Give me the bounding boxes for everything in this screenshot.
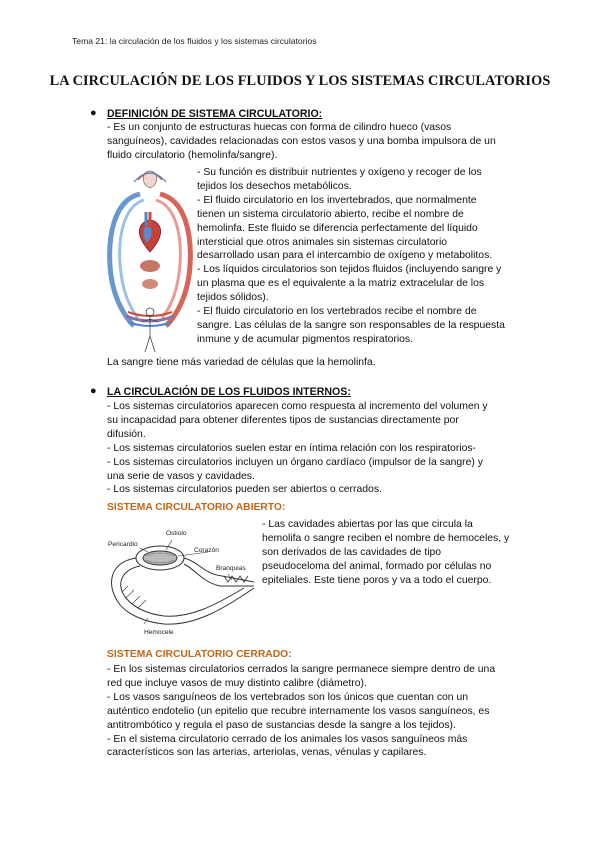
text-line: intersticial que otros animales sin sistemas circulatorio [197, 236, 448, 248]
open-system-figure [104, 518, 260, 636]
section1-intro [107, 121, 547, 163]
text-line: - El fluido circulatorio en los invertebrados, que normalmente [197, 194, 477, 206]
text-line: tejidos los desechos metabólicos. [197, 180, 352, 192]
text-line: hemolinfa. Este fluido se diferencia perfectamente del líquido [197, 222, 478, 234]
text-line: - Los sistemas circulatorios incluyen un órgano cardíaco (impulsor de la sangre) y [107, 456, 483, 468]
text-line: - Es un conjunto de estructuras huecas con forma de cilindro hueco (vasos [107, 122, 452, 133]
label-corazon: Corazón [194, 547, 219, 554]
text-line: sangre. Las células de la sangre son responsables de la respuesta [197, 319, 505, 331]
section1-closing [107, 356, 376, 370]
text-line: red que incluye vasos de muy distinto calibre (diámetro). [107, 677, 367, 689]
closed-system-heading: SISTEMA CIRCULATORIO CERRADO: [107, 649, 292, 660]
open-system-text [262, 518, 552, 588]
bullet-1: ● [90, 107, 97, 119]
label-hemocele: Hemocele [144, 629, 174, 636]
text-line: son derivados de las cavidades de tipo [262, 546, 442, 558]
open-system-heading: SISTEMA CIRCULATORIO ABIERTO: [107, 502, 286, 513]
text-line: desarrollado usan para el intercambio de oxígeno y metabolitos. [197, 250, 493, 262]
text-line: fluido circulatorio (hemolinfa/sangre). [107, 149, 278, 161]
text-line: tienen un sistema circulatorio abierto, recibe el nombre de [197, 208, 464, 220]
text-line: - Los líquidos circulatorios son tejidos fluidos (incluyendo sangre y [197, 264, 502, 276]
text-line: - Los sistemas circulatorios aparecen como respuesta al incremento del volumen y [107, 401, 488, 412]
text-line: - Los sistemas circulatorios pueden ser abiertos o cerrados. [107, 484, 382, 496]
text-line: - Su función es distribuir nutrientes y oxígeno y recoger de los [197, 167, 482, 178]
text-line: característicos son las arterias, arteriolas, venas, vénulas y capilares. [107, 747, 427, 759]
section1-side-text [197, 166, 547, 347]
text-line: - El fluido circulatorio en los vertebrados recibe el nombre de [197, 306, 477, 318]
text-line: - En los sistemas circulatorios cerrados la sangre permanece siempre dentro de una [107, 664, 496, 675]
section2-text [107, 400, 547, 497]
human-circulation-figure [104, 166, 196, 356]
page-title: LA CIRCULACIÓN DE LOS FLUIDOS Y LOS SISTEMAS CIRCULATORIOS [49, 73, 551, 89]
text-line: tejidos sólidos). [197, 292, 269, 304]
bullet-2: ● [90, 385, 97, 397]
text-line: - Los vasos sanguíneos de los vertebrados son los únicos que cuentan con un [107, 691, 469, 703]
text-line: - Los sistemas circulatorios suelen estar en íntima relación con los respiratorios- [107, 442, 477, 454]
label-branquias: Branquias [216, 565, 246, 572]
closed-system-text [107, 663, 552, 760]
text-line: su incapacidad para obtener diferentes tipos de sustancias directamente por [107, 414, 459, 426]
text-line: difusión. [107, 428, 146, 440]
text-line: - En el sistema circulatorio cerrado de los animales los vasos sanguíneos más [107, 733, 468, 745]
section2-heading: LA CIRCULACIÓN DE LOS FLUIDOS INTERNOS: [107, 386, 351, 398]
text-line: - Las cavidades abiertas por las que circula la [262, 519, 473, 530]
text-line: epiteliales. Este tiene poros y va a todo el cuerpo. [262, 574, 492, 586]
text-line: pseudoceloma del animal, formado por células no [262, 560, 492, 572]
text-line: un plasma que es el equivalente a la matriz extracelular de los [197, 278, 485, 290]
text-line: una serie de vasos y cavidades. [107, 470, 255, 482]
text-line: auténtico endotelio (un epitelio que recubre internamente los vasos sanguíneos, es [107, 705, 490, 717]
label-pericardio: Pericardio [108, 541, 138, 548]
text-line: antitrombótico y regula el paso de sustancias desde la sangre a los tejidos). [107, 719, 456, 731]
section1-heading: DEFINICIÓN DE SISTEMA CIRCULATORIO: [107, 108, 323, 120]
text-line: sanguíneos), cavidades relacionadas con estos vasos y una bomba impulsora de un [107, 135, 496, 147]
text-line: hemolifa o sangre reciben el nombre de hemoceles, y [262, 532, 510, 544]
text-line: inmune y de acumular pigmentos respiratorios. [197, 333, 413, 345]
label-ostiolo: Ostiolo [166, 530, 187, 537]
page-header: Tema 21: la circulación de los fluidos y los sistemas circulatorios [72, 36, 317, 46]
text-line: La sangre tiene más variedad de células que la hemolinfa. [107, 357, 376, 368]
